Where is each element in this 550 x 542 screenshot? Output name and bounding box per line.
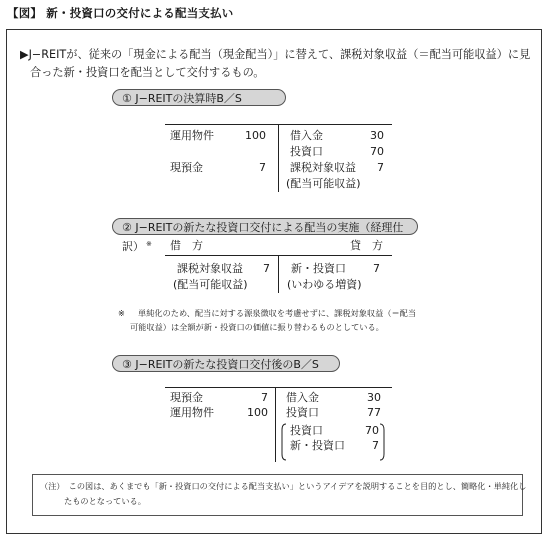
s1-right-label-2: 課税対象収益	[290, 161, 356, 174]
footnote-line-2: たものとなっている。	[64, 496, 146, 506]
footnote-line-1: （注） この図は、あくまでも「新・投資口の交付による配当支払い」というアイデアを説明することを目的とし、簡略化・単純化し	[40, 481, 527, 491]
s2-debit-sub: (配当可能収益)	[173, 278, 248, 291]
s2-vertical-rule	[278, 255, 279, 293]
s3-bracket-label-1: 新・投資口	[290, 439, 345, 452]
s3-horizontal-rule	[165, 387, 392, 388]
section2-title-text: ② J−REITの新たな投資口交付による配当の実施（経理仕訳）	[122, 221, 404, 253]
s3-bracket-value-1: 7	[372, 439, 379, 452]
s2-note-mark: ※	[118, 308, 125, 318]
intro-line-1: ▶J−REITが、従来の「現金による配当（現金配当）」に替えて、課税対象収益（＝配当可能収益）に見	[20, 48, 531, 61]
s3-bracket-label-0: 投資口	[290, 424, 323, 437]
s3-left-label-0: 現預金	[170, 391, 203, 404]
section3-title: ③ J−REITの新たな投資口交付後のB／S	[112, 355, 340, 372]
s1-right-label-0: 借入金	[290, 129, 323, 142]
s3-right-value-0: 30	[367, 391, 381, 404]
section1-title: ① J−REITの決算時B／S	[112, 89, 286, 106]
section2-title-mark: ※	[146, 240, 152, 248]
s2-debit-label: 課税対象収益	[177, 262, 243, 275]
s3-right-label-1: 投資口	[286, 406, 319, 419]
s2-credit-value: 7	[373, 262, 380, 275]
s3-right-value-1: 77	[367, 406, 381, 419]
s1-right-label-1: 投資口	[290, 145, 323, 158]
s3-left-value-0: 7	[261, 391, 268, 404]
s3-vertical-rule	[275, 387, 276, 462]
s1-left-value-0: 100	[245, 129, 266, 142]
s1-right-label-3: (配当可能収益)	[286, 177, 361, 190]
s2-note-line-2: 可能収益）は全額が新・投資口の価値に振り替わるものとしている。	[130, 322, 384, 332]
s2-debit-value: 7	[263, 262, 270, 275]
s1-right-value-0: 30	[370, 129, 384, 142]
s2-credit-label: 新・投資口	[291, 262, 346, 275]
s3-left-value-1: 100	[247, 406, 268, 419]
s3-bracket-value-0: 70	[365, 424, 379, 437]
intro-line-2: 合った新・投資口を配当として交付するもの。	[30, 66, 265, 79]
s2-note-line-1: 単純化のため、配当に対する源泉徴収を考慮せずに、課税対象収益（＝配当	[138, 308, 417, 318]
s1-left-value-1: 7	[259, 161, 266, 174]
s2-credit-header: 貸 方	[350, 239, 383, 252]
s1-vertical-rule	[278, 124, 279, 192]
s1-left-label-0: 運用物件	[170, 129, 214, 142]
s2-credit-sub: (いわゆる増資)	[287, 278, 362, 291]
s3-right-label-0: 借入金	[286, 391, 319, 404]
s3-left-label-1: 運用物件	[170, 406, 214, 419]
intro-text	[20, 46, 531, 82]
s2-debit-header: 借 方	[170, 239, 203, 252]
s1-right-value-1: 70	[370, 145, 384, 158]
figure-title: 【図】 新・投資口の交付による配当支払い	[7, 6, 234, 20]
s1-right-value-2: 7	[377, 161, 384, 174]
s1-left-label-1: 現預金	[170, 161, 203, 174]
